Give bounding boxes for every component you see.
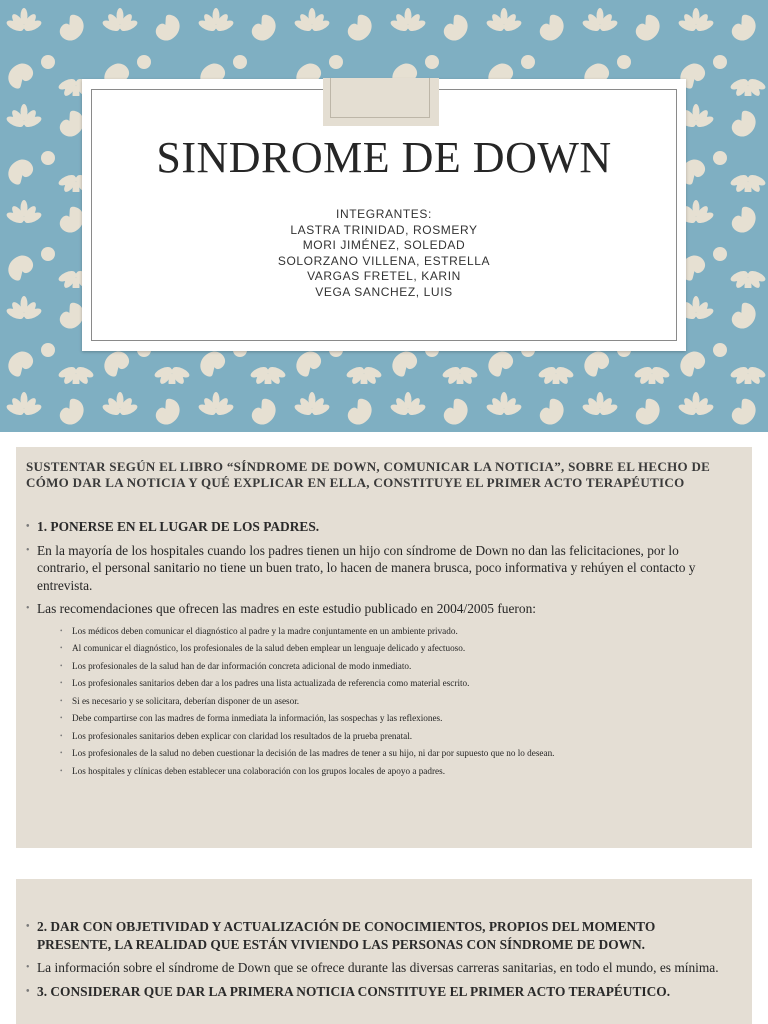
bullet-icon: • <box>60 679 63 687</box>
bullet-icon: • <box>26 921 30 932</box>
member-name: VEGA SANCHEZ, LUIS <box>315 284 453 299</box>
bullet-icon: • <box>60 731 63 740</box>
list-item <box>26 518 732 536</box>
bullet-icon: • <box>26 521 30 532</box>
member-name: MORI JIMÉNEZ, SOLEDAD <box>302 238 466 253</box>
bullet-icon: • <box>60 766 63 775</box>
recommendation-item <box>37 728 732 746</box>
members-heading: INTEGRANTES: <box>336 207 432 221</box>
point-heading: 2. DAR CON OBJETIVIDAD Y ACTUALIZACIÓN DE CONOCIMIENTOS, PROPIOS DEL MOMENTO PRESENTE, LA REALIDAD QUE ESTÁN VIVIENDO LAS PERSONAS CON SÍNDROME DE DOWN. <box>37 919 656 952</box>
list-item <box>26 983 732 1001</box>
point-heading: 3. CONSIDERAR QUE DAR LA PRIMERA NOTICIA CONSTITUYE EL PRIMER ACTO TERAPÉUTICO. <box>37 983 671 999</box>
bullet-icon: • <box>60 749 63 757</box>
list-item <box>26 600 732 780</box>
recommendation-text: Los médicos deben comunicar el diagnóstico al padre y la madre conjuntamente en un ambiente privado. <box>72 625 458 636</box>
recommendation-text: Los profesionales sanitarios deben explicar con claridad los resultados de la prueba prenatal. <box>72 730 413 741</box>
paragraph-text: Las recomendaciones que ofrecen las madres en este estudio publicado en 2004/2005 fueron: <box>37 601 536 616</box>
slide-bullets <box>26 918 732 1006</box>
bullet-icon: • <box>60 661 63 670</box>
slide-title: SUSTENTAR SEGÚN EL LIBRO “SÍNDROME DE DOWN, COMUNICAR LA NOTICIA”, SOBRE EL HECHO DE CÓMO DAR LA NOTICIA Y QUÉ EXPLICAR EN ELLA, CONSTITUYE EL PRIMER ACTO TERAPÉUTICO <box>26 459 711 490</box>
recommendation-item <box>37 675 732 693</box>
bullet-icon: • <box>60 714 63 722</box>
content-slide-2 <box>0 864 768 1024</box>
content-slide-1 <box>0 432 768 864</box>
member-name: LASTRA TRINIDAD, ROSMERY <box>290 222 478 237</box>
bullet-icon: • <box>60 696 63 705</box>
recommendation-text: Los profesionales de la salud no deben cuestionar la decisión de las madres de tener a su hijo, ni dar por supuesto que no lo desean. <box>72 748 555 758</box>
recommendation-item <box>37 745 732 763</box>
recommendation-text: Los profesionales de la salud han de dar información concreta adicional de modo inmediato. <box>72 660 412 671</box>
recommendation-item <box>37 693 732 711</box>
recommendation-item <box>37 710 732 728</box>
list-item <box>26 542 732 595</box>
bullet-icon: • <box>60 626 63 635</box>
presentation-title: SINDROME DE DOWN <box>156 133 612 182</box>
list-item <box>26 918 732 953</box>
paragraph-text: En la mayoría de los hospitales cuando los padres tienen un hijo con síndrome de Down no dan las felicitaciones, por lo contrario, el personal sanitario no tiene un buen trato, lo hacen de manera brusca, poco informativa y rehúyen el contacto y entrevista. <box>37 542 696 593</box>
paragraph-text: La información sobre el síndrome de Down que se ofrece durante las diversas carreras sanitarias, en todo el mundo, es mínima. <box>37 960 719 975</box>
title-slide <box>0 0 768 432</box>
recommendation-item <box>37 658 732 676</box>
recommendation-item <box>37 623 732 641</box>
title-tab-decoration <box>323 78 439 126</box>
bullet-icon: • <box>26 985 30 997</box>
recommendation-text: Al comunicar el diagnóstico, los profesionales de la salud deben emplear un lenguaje delicado y afectuoso. <box>72 643 466 653</box>
recommendation-item <box>37 763 732 781</box>
title-tab-inner <box>330 78 430 118</box>
recommendation-item <box>37 640 732 658</box>
member-name: VARGAS FRETEL, KARIN <box>307 269 461 284</box>
slide-bullets <box>26 518 732 786</box>
bullet-icon: • <box>26 962 30 973</box>
members-list <box>82 207 686 301</box>
bullet-icon: • <box>26 544 30 556</box>
recommendation-text: Si es necesario y se solicitara, deberían disponer de un asesor. <box>72 695 300 706</box>
recommendations-list <box>37 623 732 781</box>
point-heading: 1. PONERSE EN EL LUGAR DE LOS PADRES. <box>37 519 320 534</box>
bullet-icon: • <box>26 603 30 614</box>
bullet-icon: • <box>60 644 63 652</box>
member-name: SOLORZANO VILLENA, ESTRELLA <box>277 253 491 268</box>
recommendation-text: Debe compartirse con las madres de forma inmediata la información, las sospechas y las reflexiones. <box>72 713 443 723</box>
recommendation-text: Los profesionales sanitarios deben dar a los padres una lista actualizada de referencia como material escrito. <box>72 678 470 688</box>
recommendation-text: Los hospitales y clínicas deben establecer una colaboración con los grupos locales de apoyo a padres. <box>72 765 445 776</box>
list-item <box>26 959 732 977</box>
